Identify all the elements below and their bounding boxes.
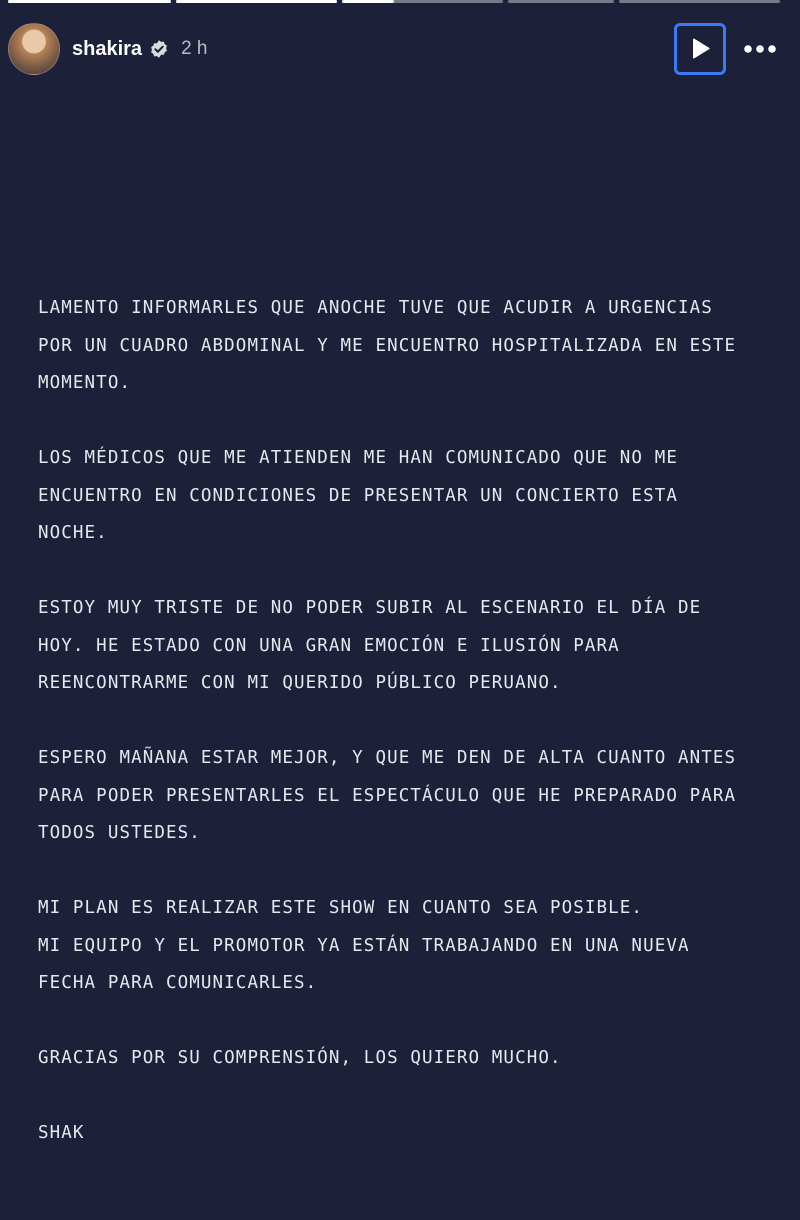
message-paragraph: LOS MÉDICOS QUE ME ATIENDEN ME HAN COMUNICADO QUE NO ME ENCUENTRO EN CONDICIONES DE PRESENTAR UN CONCIERTO ESTA NOCHE. [38,448,678,543]
story-progress-segment [508,0,614,3]
story-progress-segment [176,0,337,3]
story-message [38,290,778,1190]
story-header [8,22,780,76]
timestamp: 2 h [181,38,208,59]
play-button[interactable] [674,23,726,75]
play-icon [688,36,712,62]
story-progress-bar [8,0,780,4]
message-paragraph: GRACIAS POR SU COMPRENSIÓN, LOS QUIERO MUCHO. [38,1048,562,1068]
story-progress-segment [342,0,503,3]
more-options-button[interactable] [740,29,780,69]
story-progress-segment [619,0,780,3]
username[interactable]: shakira [72,37,143,60]
story-progress-segment [8,0,171,3]
more-options-icon [743,44,777,54]
verified-badge-icon [149,39,169,59]
message-paragraph: ESTOY MUY TRISTE DE NO PODER SUBIR AL ESCENARIO EL DÍA DE HOY. HE ESTADO CON UNA GRAN EMOCIÓN E ILUSIÓN PARA REENCONTRARME CON MI QUERIDO PÚBLICO PERUANO. [38,598,702,693]
message-paragraph: MI PLAN ES REALIZAR ESTE SHOW EN CUANTO SEA POSIBLE. MI EQUIPO Y EL PROMOTOR YA ESTÁN TRABAJANDO EN UNA NUEVA FECHA PARA COMUNICARLES. [38,898,690,993]
message-paragraph: LAMENTO INFORMARLES QUE ANOCHE TUVE QUE ACUDIR A URGENCIAS POR UN CUADRO ABDOMINAL Y ME ENCUENTRO HOSPITALIZADA EN ESTE MOMENTO. [38,298,737,393]
message-signature: SHAK [38,1123,85,1143]
avatar[interactable] [8,23,60,75]
message-paragraph: ESPERO MAÑANA ESTAR MEJOR, Y QUE ME DEN DE ALTA CUANTO ANTES PARA PODER PRESENTARLES EL ESPECTÁCULO QUE HE PREPARADO PARA TODOS USTEDES. [38,748,737,843]
